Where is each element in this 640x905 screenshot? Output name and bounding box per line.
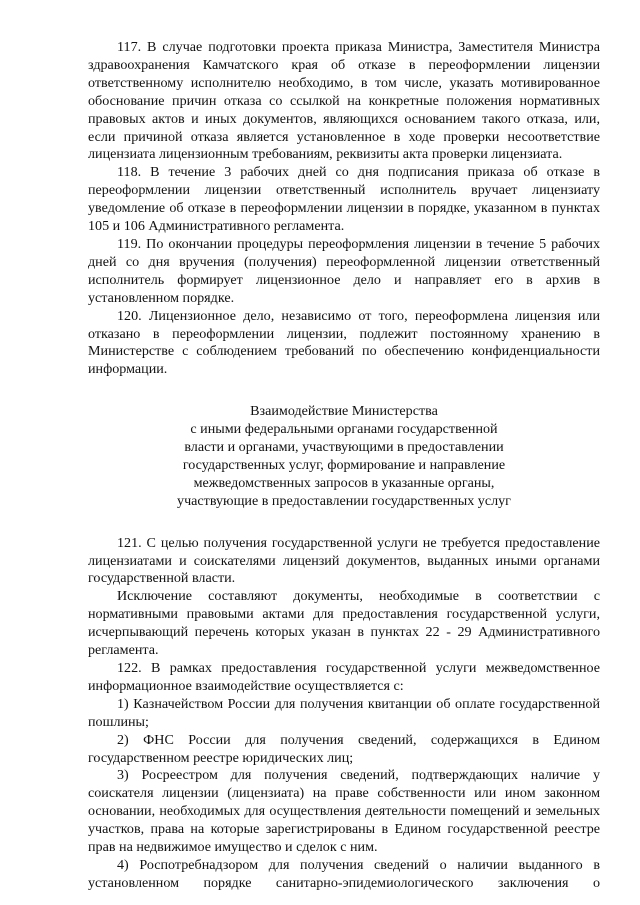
heading-line: участвующие в предоставлении государственных услуг [177, 492, 511, 509]
section-heading [88, 403, 600, 510]
heading-line: с иными федеральными органами государственной [190, 421, 498, 438]
paragraph-117: 117. В случае подготовки проекта приказа Министра, Заместителя Министра здравоохранения Камчатского края об отказе в переоформлении лицензии ответственному исполнителю необходимо, в том числе, указать мотивированное обоснование причин отказа со ссылкой на конкретные положения нормативных правовых актов и иных документов, являющихся основанием такого отказа, или, если причиной отказа является установленное в ходе проверки несоответствие лицензиата лицензионным требованиям, реквизиты акта проверки лицензиата. [88, 39, 600, 163]
paragraph-120: 120. Лицензионное дело, независимо от того, переоформлена лицензия или отказано в переоформлении лицензии, подлежит постоянному хранению в Министерстве с соблюдением требований по обеспечению конфиденциальности информации. [88, 307, 600, 378]
list-item-rosreestr: 3) Росреестром для получения сведений, подтверждающих наличие у соискателя лицензии (лицензиата) на праве собственности или ином законном основании, необходимых для осуществления деятельности помещений и земельных участков, права на которые зарегистрированы в Едином государственной реестре прав на недвижимое имущество и сделок с ним. [88, 767, 600, 856]
paragraph-118: 118. В течение 3 рабочих дней со дня подписания приказа об отказе в переоформлении лицензии ответственный исполнитель вручает лицензиату уведомление об отказе в переоформлении лицензии в порядке, указанном в пунктах 105 и 106 Административного регламента. [88, 164, 600, 235]
list-item-fns: 2) ФНС России для получения сведений, содержащихся в Едином государственном реестре юридических лиц; [88, 731, 600, 766]
paragraph-122: 122. В рамках предоставления государственной услуги межведомственное информационное взаимодействие осуществляется с: [88, 660, 600, 694]
document-page [88, 39, 600, 893]
heading-line: власти и органами, участвующими в предоставлении [184, 439, 504, 456]
heading-line: Взаимодействие Министерства [250, 403, 438, 420]
list-item-treasury: 1) Казначейством России для получения квитанции об оплате государственной пошлины; [88, 695, 600, 730]
paragraph-119: 119. По окончании процедуры переоформления лицензии в течение 5 рабочих дней со дня вручения (получения) переоформленной лицензии ответственный исполнитель формирует лицензионное дело и направляет его в архив в установленном порядке. [88, 235, 600, 306]
heading-line: государственных услуг, формирование и направление [182, 456, 506, 473]
heading-line: межведомственных запросов в указанные органы, [193, 474, 495, 491]
paragraph-121: 121. С целью получения государственной услуги не требуется предоставление лицензиатами и соискателями лицензий документов, выданных иными органами государственной власти. [88, 534, 600, 587]
list-item-rospotrebnadzor: 4) Роспотребнадзором для получения сведений о наличии выданного в установленном порядке санитарно-эпидемиологического заключения о [88, 856, 600, 891]
paragraph-121-exception: Исключение составляют документы, необходимые в соответствии с нормативными правовыми актами для предоставления государственной услуги, исчерпывающий перечень которых указан в пунктах 22 - 29 Административного регламента. [88, 588, 600, 659]
